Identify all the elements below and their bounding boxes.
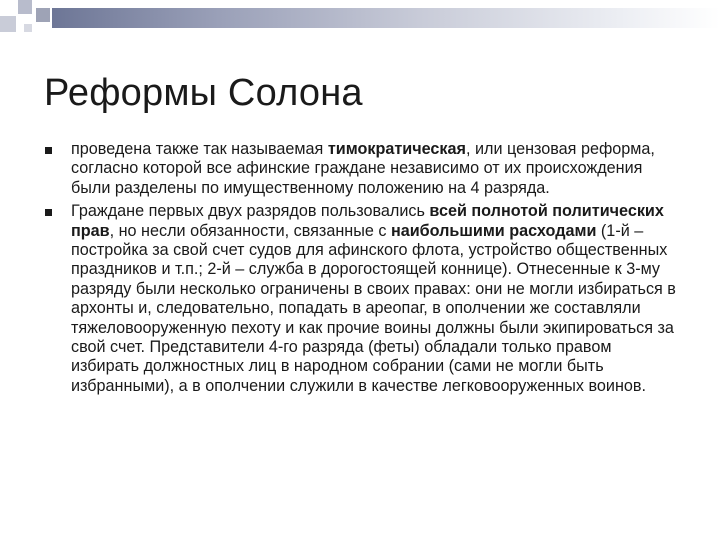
decor-square: [0, 16, 16, 32]
bullet-text: [71, 202, 676, 395]
decor-square: [24, 24, 32, 32]
bullet-list: [44, 140, 684, 400]
header-gradient-bar: [52, 8, 720, 28]
slide-title: Реформы Солона: [44, 72, 363, 114]
bold-term: наибольшими расходами: [390, 221, 597, 240]
square-bullet-icon: [45, 209, 52, 216]
decor-square: [18, 0, 32, 14]
text-segment: , или цензовая реформа, согласно которой все афинские граждане независимо от их происхождения были разделены по имущественному положению на 4 разряда.: [71, 140, 655, 197]
bullet-item: [44, 140, 684, 198]
text-segment: проведена также так называемая: [71, 140, 328, 158]
square-bullet-icon: [45, 147, 52, 154]
bullet-text: [71, 140, 655, 197]
text-segment: (1-й – постройка за свой счет судов для афинского флота, устройство общественных праздников и т.п.; 2-й – служба в дорогостоящей коннице). Отнесенные к 3-му разряду были несколько ограничены в своих правах: они не могли избираться в архонты и, следовательно, попадать в ареопаг, в ополчении же составляли тяжеловооруженную пехоту и как прочие воины должны были экипироваться за свой счет. Представители 4-го разряда (феты) обладали только правом избирать должностных лиц в народном собрании (сами не могли быть избранными), а в ополчении служили в качестве легковооруженных воинов.: [71, 221, 676, 395]
bullet-item: [44, 202, 684, 396]
bold-term: всей полнотой политических прав: [71, 202, 664, 240]
text-segment: , но несли обязанности, связанные с: [109, 221, 391, 240]
bold-term: тимократическая: [327, 140, 466, 158]
decor-square: [36, 8, 50, 22]
text-segment: Граждане первых двух разрядов пользовались: [71, 202, 430, 221]
